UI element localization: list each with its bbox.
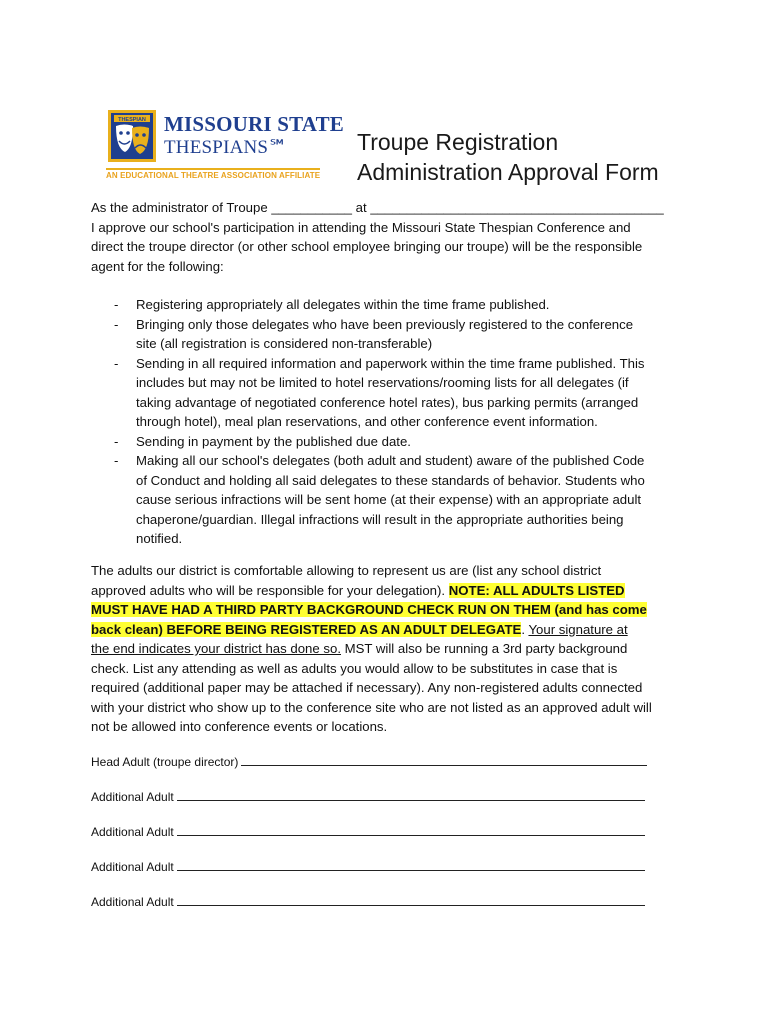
additional-adult-line[interactable] [177, 869, 645, 871]
list-item-line: cause serious infractions will be sent home (at their expense) with an appropriate adult [136, 492, 642, 507]
list-item [91, 432, 691, 452]
intro-line: As the administrator of Troupe ___________ at ________________________________________ [91, 200, 664, 215]
additional-adult-field[interactable] [91, 895, 645, 909]
intro-line: direct the troupe director (or other school employee bringing our troupe) will be the responsible [91, 239, 643, 254]
logo-badge-text: THESPIAN [118, 117, 146, 123]
head-adult-line[interactable] [241, 764, 647, 766]
intro-line: agent for the following: [91, 258, 224, 274]
list-item-line: notified. [136, 531, 183, 546]
adults-line: required (additional paper may be attached if necessary). Any non-registered adults connected [91, 680, 643, 695]
bullet-dash: - [114, 316, 119, 332]
background-check-note: MUST HAVE HAD A THIRD PARTY BACKGROUND CHECK RUN ON THEM (and has come [91, 602, 647, 617]
adults-line: not be allowed into conference events or locations. [91, 719, 388, 734]
signature-notice: Your signature at [528, 621, 628, 637]
additional-adult-field[interactable] [91, 790, 645, 804]
intro-paragraph [91, 198, 687, 276]
list-item-line: through hotel), meal plan reservations, and other conference event information. [136, 414, 598, 429]
bullet-dash: - [114, 453, 119, 468]
form-title [357, 127, 659, 187]
additional-adult-label: Additional Adult [91, 895, 174, 909]
head-adult-field[interactable] [91, 755, 647, 769]
signature-notice: the end indicates your district has done so. [91, 641, 341, 656]
list-item [91, 354, 691, 432]
list-item-line: taking advantage of negotiated conference hotel rates), bus parking permits (arranged [136, 394, 639, 410]
adults-paragraph [91, 561, 687, 737]
theatre-masks-icon [108, 110, 156, 162]
additional-adult-line[interactable] [177, 799, 645, 801]
list-item-line: Sending in all required information and paperwork within the time frame published. This [136, 355, 645, 371]
adults-line: with your district who show up to the conference site who are not listed as an approved adult will [91, 699, 652, 715]
list-item-line: chaperone/guardian. Illegal infractions will result in the appropriate authorities being [136, 511, 624, 527]
logo-name-line1: MISSOURI STATE [164, 112, 344, 136]
list-item [91, 315, 691, 354]
list-item-line: Bringing only those delegates who have been previously registered to the conference [136, 316, 634, 332]
list-item-line: of Conduct and holding all said delegates to these standards of behavior. Students who [136, 472, 645, 488]
responsibilities-list [91, 295, 691, 549]
list-item-line: includes but may not be limited to hotel reservations/rooming lists for all delegates (if [136, 375, 629, 390]
list-item-line: Making all our school's delegates (both adult and student) aware of the published Code [136, 453, 645, 468]
missouri-state-thespians-logo [106, 108, 344, 180]
form-title-line1: Troupe Registration [357, 129, 559, 155]
adults-line [91, 600, 687, 620]
background-check-note: back clean) BEFORE BEING REGISTERED AS AN ADULT DELEGATE [91, 621, 522, 637]
adults-line: approved adults who will be responsible for your delegation). NOTE: ALL ADULTS LISTED [91, 582, 625, 598]
adults-line: The adults our district is comfortable allowing to represent us are (list any school district [91, 563, 602, 578]
head-adult-label: Head Adult (troupe director) [91, 755, 239, 769]
intro-line: I approve our school's participation in attending the Missouri State Thespian Conference and [91, 219, 631, 235]
form-title-line2: Administration Approval Form [357, 159, 659, 185]
adults-line: back clean) BEFORE BEING REGISTERED AS AN ADULT DELEGATE. Your signature at [91, 621, 628, 637]
list-item-line: Registering appropriately all delegates within the time frame published. [136, 297, 550, 312]
list-item [91, 451, 691, 549]
list-item-line: site (all registration is considered non-transferable) [136, 336, 433, 351]
adults-line: check. List any attending as well as adults you would allow to be substitutes in case that is [91, 660, 618, 676]
additional-adult-line[interactable] [177, 904, 645, 906]
list-item [91, 295, 691, 315]
logo-name-line2: THESPIANS℠ [164, 137, 288, 158]
additional-adult-line[interactable] [177, 834, 645, 836]
adults-line: the end indicates your district has done so. MST will also be running a 3rd party background [91, 641, 628, 656]
background-check-note: NOTE: ALL ADULTS LISTED [448, 582, 625, 598]
bullet-dash: - [114, 297, 119, 312]
additional-adult-field[interactable] [91, 860, 645, 874]
bullet-dash: - [114, 355, 119, 371]
logo-divider [106, 168, 320, 170]
additional-adult-field[interactable] [91, 825, 645, 839]
logo-affiliate-text: AN EDUCATIONAL THEATRE ASSOCIATION AFFILIATE [106, 171, 321, 180]
additional-adult-label: Additional Adult [91, 860, 174, 874]
bullet-dash: - [114, 433, 119, 449]
list-item-line: Sending in payment by the published due date. [136, 433, 411, 449]
additional-adult-label: Additional Adult [91, 825, 174, 839]
additional-adult-label: Additional Adult [91, 790, 174, 804]
